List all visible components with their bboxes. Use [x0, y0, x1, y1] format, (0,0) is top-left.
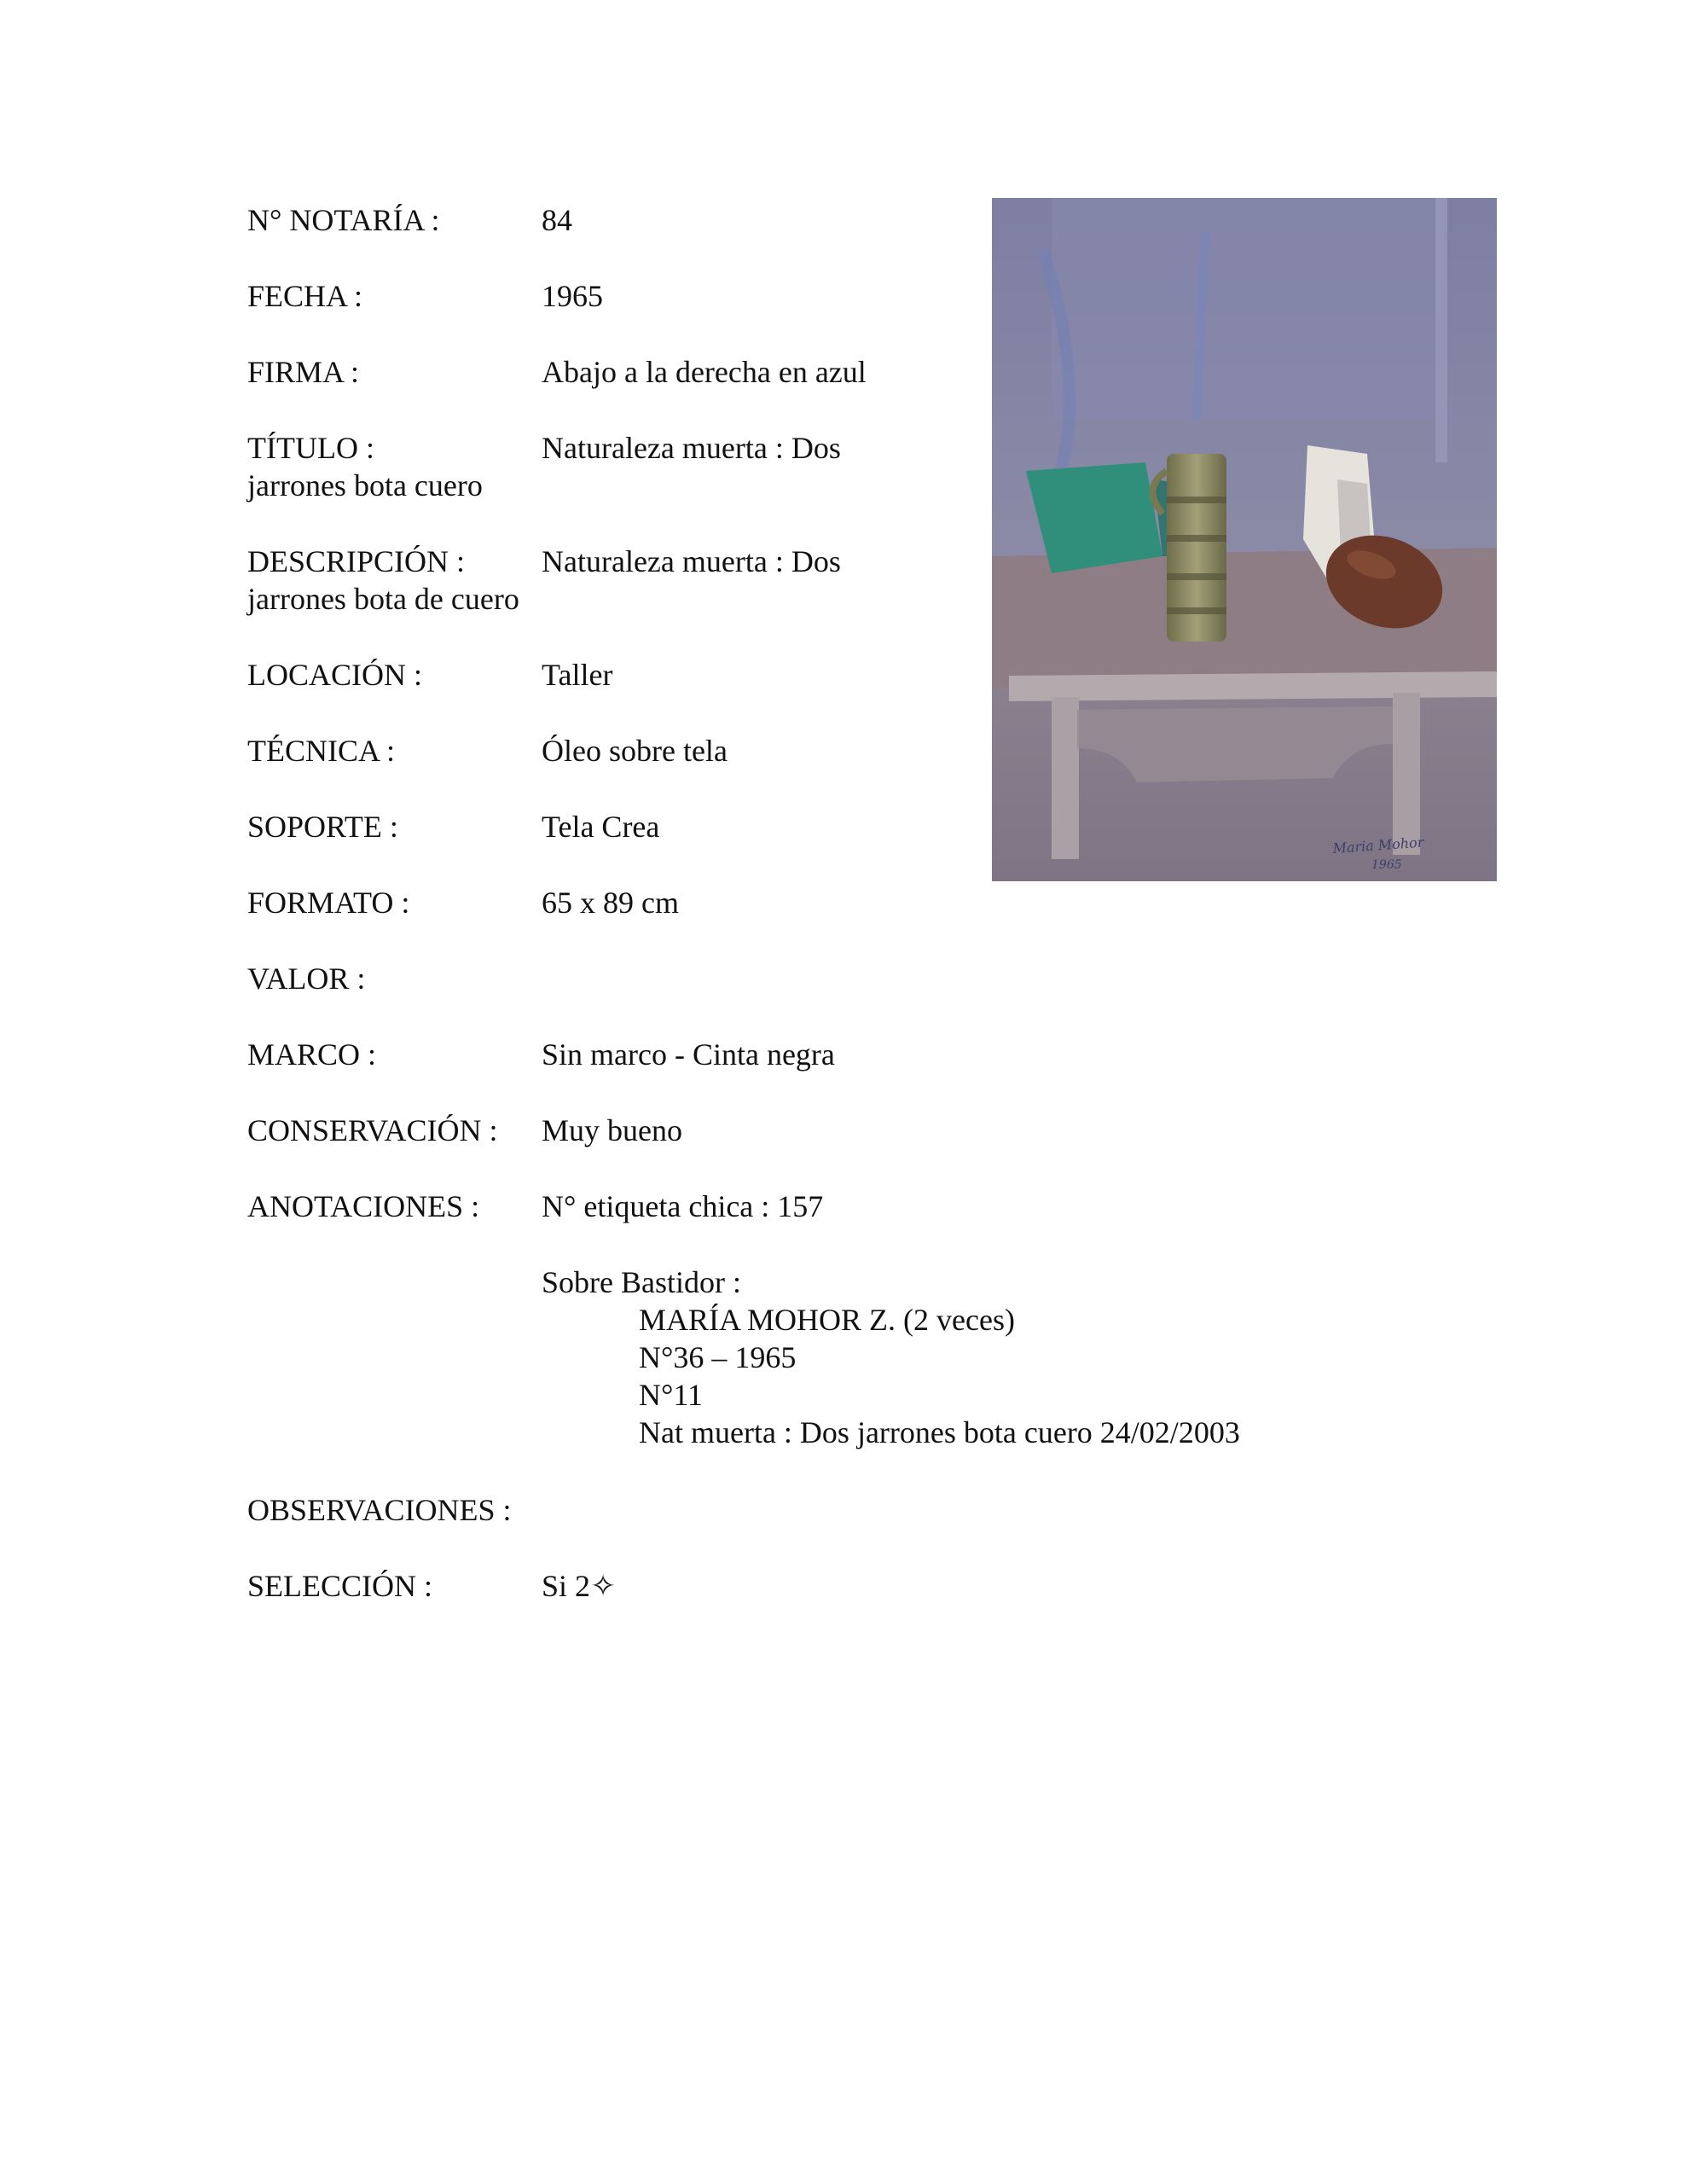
seleccion-value: Si 2✧ [542, 1569, 617, 1603]
marco-value: Sin marco - Cinta negra [542, 1037, 835, 1072]
fecha-value: 1965 [542, 279, 603, 313]
notaria-label: N° NOTARÍA : [247, 203, 440, 237]
locacion-value: Taller [542, 658, 613, 692]
jar-band-2 [1167, 535, 1226, 542]
jar-band-4 [1167, 607, 1226, 614]
tecnica-label: TÉCNICA : [247, 734, 396, 768]
table-leg-right [1393, 693, 1420, 855]
window-frame-stroke [1435, 198, 1447, 462]
bastidor-line-4: Nat muerta : Dos jarrones bota cuero 24/02/2003 [639, 1415, 1240, 1449]
seleccion-label: SELECCIÓN : [247, 1569, 433, 1603]
descripcion-continuation: jarrones bota de cuero [247, 582, 519, 616]
descripcion-value: Naturaleza muerta : Dos [542, 544, 841, 578]
firma-value: Abajo a la derecha en azul [542, 355, 867, 389]
table-edge [1009, 671, 1497, 701]
table-leg-left [1052, 697, 1079, 859]
locacion-label: LOCACIÓN : [247, 658, 422, 692]
marco-label: MARCO : [247, 1037, 377, 1072]
formato-label: FORMATO : [247, 886, 410, 920]
firma-label: FIRMA : [247, 355, 360, 389]
observaciones-label: OBSERVACIONES : [247, 1493, 512, 1527]
still-life-painting-image [992, 198, 1497, 881]
anotaciones-value: N° etiqueta chica : 157 [542, 1189, 824, 1223]
soporte-value: Tela Crea [542, 810, 660, 844]
conservacion-label: CONSERVACIÓN : [247, 1113, 498, 1147]
notaria-value: 84 [542, 203, 572, 237]
valor-label: VALOR : [247, 961, 366, 996]
titulo-continuation: jarrones bota cuero [247, 468, 483, 502]
titulo-label: TÍTULO : [247, 431, 374, 465]
tecnica-value: Óleo sobre tela [542, 734, 728, 768]
bastidor-heading: Sobre Bastidor : [542, 1265, 741, 1299]
anotaciones-label: ANOTACIONES : [247, 1189, 480, 1223]
bastidor-line-2: N°36 – 1965 [639, 1340, 797, 1374]
fecha-label: FECHA : [247, 279, 363, 313]
painting-signature-year: 1965 [1371, 858, 1402, 872]
conservacion-value: Muy bueno [542, 1113, 682, 1147]
formato-value: 65 x 89 cm [542, 886, 679, 920]
painting-svg [992, 198, 1497, 881]
jar-band-1 [1167, 497, 1226, 503]
titulo-value: Naturaleza muerta : Dos [542, 431, 841, 465]
bastidor-line-1: MARÍA MOHOR Z. (2 veces) [639, 1303, 1015, 1337]
bastidor-line-3: N°11 [639, 1378, 704, 1412]
jar-band-3 [1167, 573, 1226, 580]
window-pane [1052, 198, 1444, 420]
painting-signature: Maria Mohor [1331, 834, 1424, 857]
descripcion-label: DESCRIPCIÓN : [247, 544, 466, 578]
soporte-label: SOPORTE : [247, 810, 398, 844]
